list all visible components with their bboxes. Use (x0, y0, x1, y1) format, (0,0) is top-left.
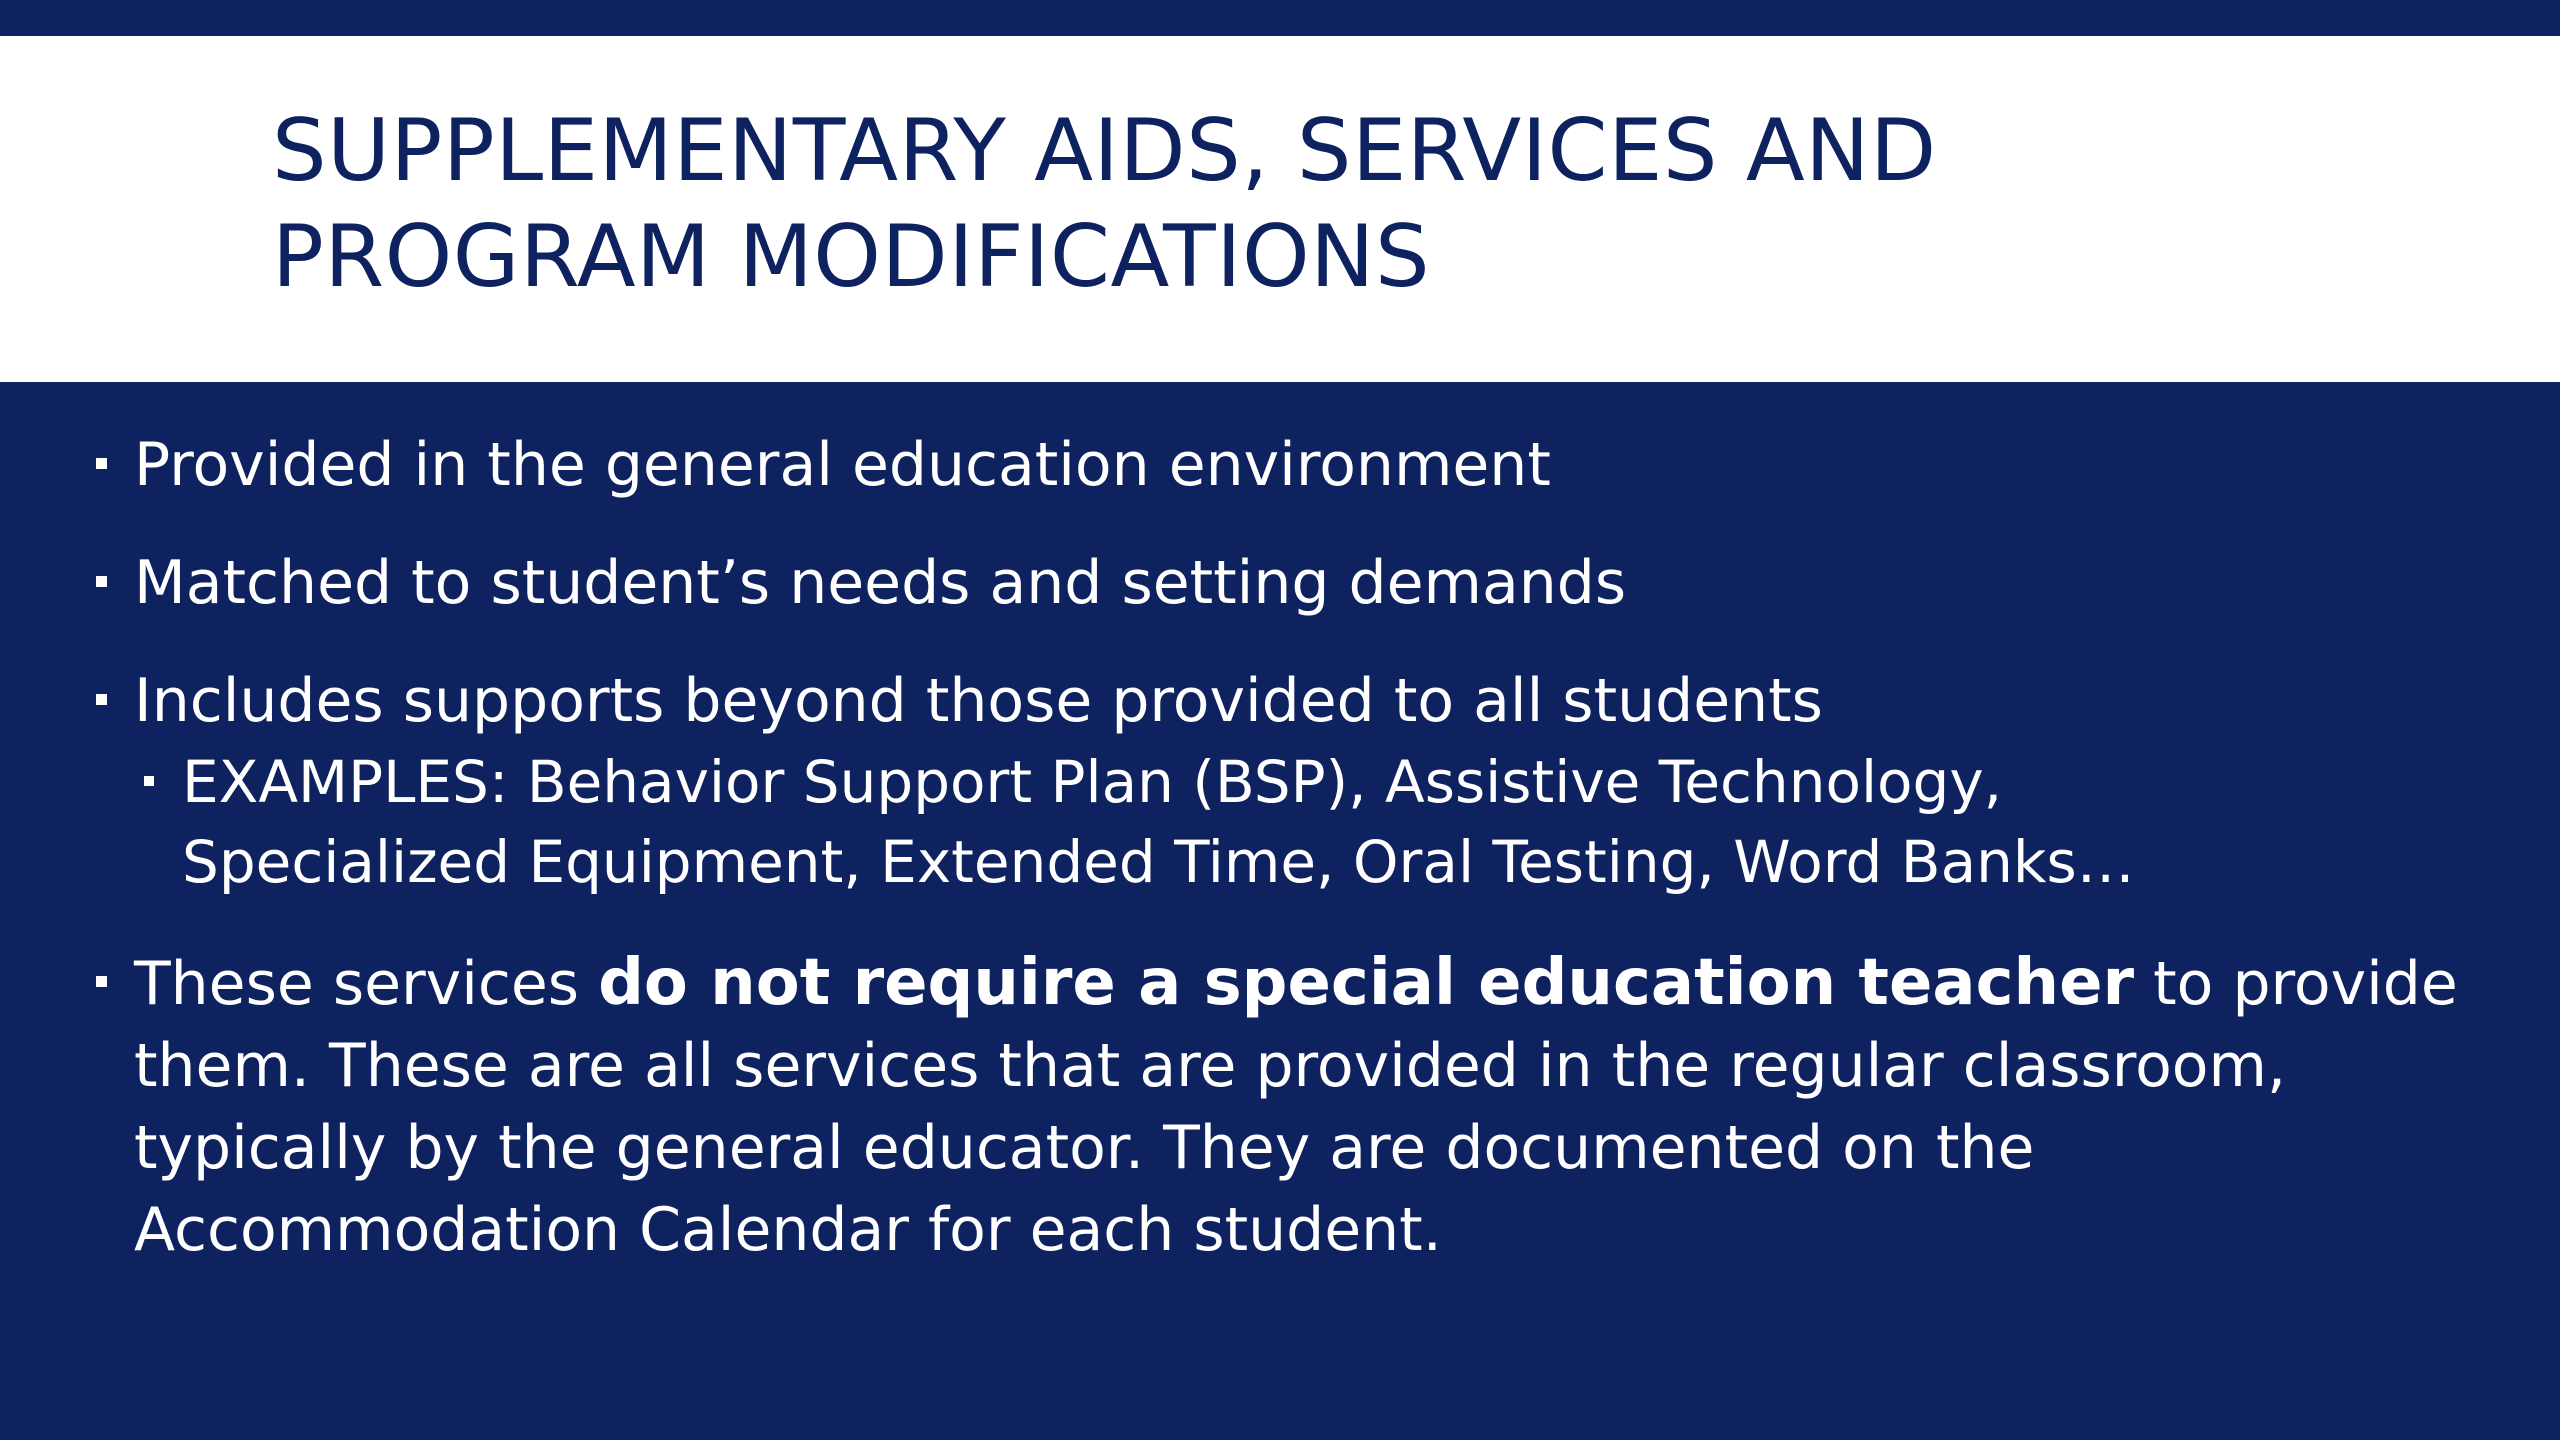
bullet-4-first-line (134, 942, 2516, 1025)
bullet-4-line-2: them. These are all services that are provided in the regular classroom, (134, 1031, 2287, 1101)
bullet-item-1 (96, 424, 2516, 506)
sub-bullet-examples (134, 742, 2516, 902)
bullet-4-post: to provide (2134, 949, 2458, 1019)
bullet-4-pre: These services (134, 949, 599, 1019)
bullet-list (96, 424, 2516, 1307)
bullet-4-emphasis: do not require a special education teacher (598, 946, 2135, 1020)
square-bullet-icon (96, 694, 107, 705)
sub-bullet-line-1: EXAMPLES: Behavior Support Plan (BSP), Assistive Technology, (182, 748, 2003, 816)
bullet-text: Provided in the general education environment (134, 430, 1551, 500)
bullet-item-3 (96, 660, 2516, 902)
title-line-2: PROGRAM MODIFICATIONS (272, 207, 1431, 307)
bullet-text: Includes supports beyond those provided to all students (134, 666, 1823, 736)
bullet-4-line-3: typically by the general educator. They are documented on the (134, 1113, 2035, 1183)
bullet-text: Matched to student’s needs and setting demands (134, 548, 1627, 618)
square-bullet-icon (96, 576, 107, 587)
title-line-1: SUPPLEMENTARY AIDS, SERVICES AND (272, 101, 1937, 201)
bullet-item-2 (96, 542, 2516, 624)
bullet-4-line-4: Accommodation Calendar for each student. (134, 1195, 1442, 1265)
bullet-item-4 (96, 942, 2516, 1271)
square-sub-bullet-icon (144, 776, 154, 786)
sub-bullet-line-2: Specialized Equipment, Extended Time, Oral Testing, Word Banks… (182, 828, 2135, 896)
slide-title (272, 98, 2472, 310)
square-bullet-icon (96, 976, 107, 987)
square-bullet-icon (96, 458, 107, 469)
